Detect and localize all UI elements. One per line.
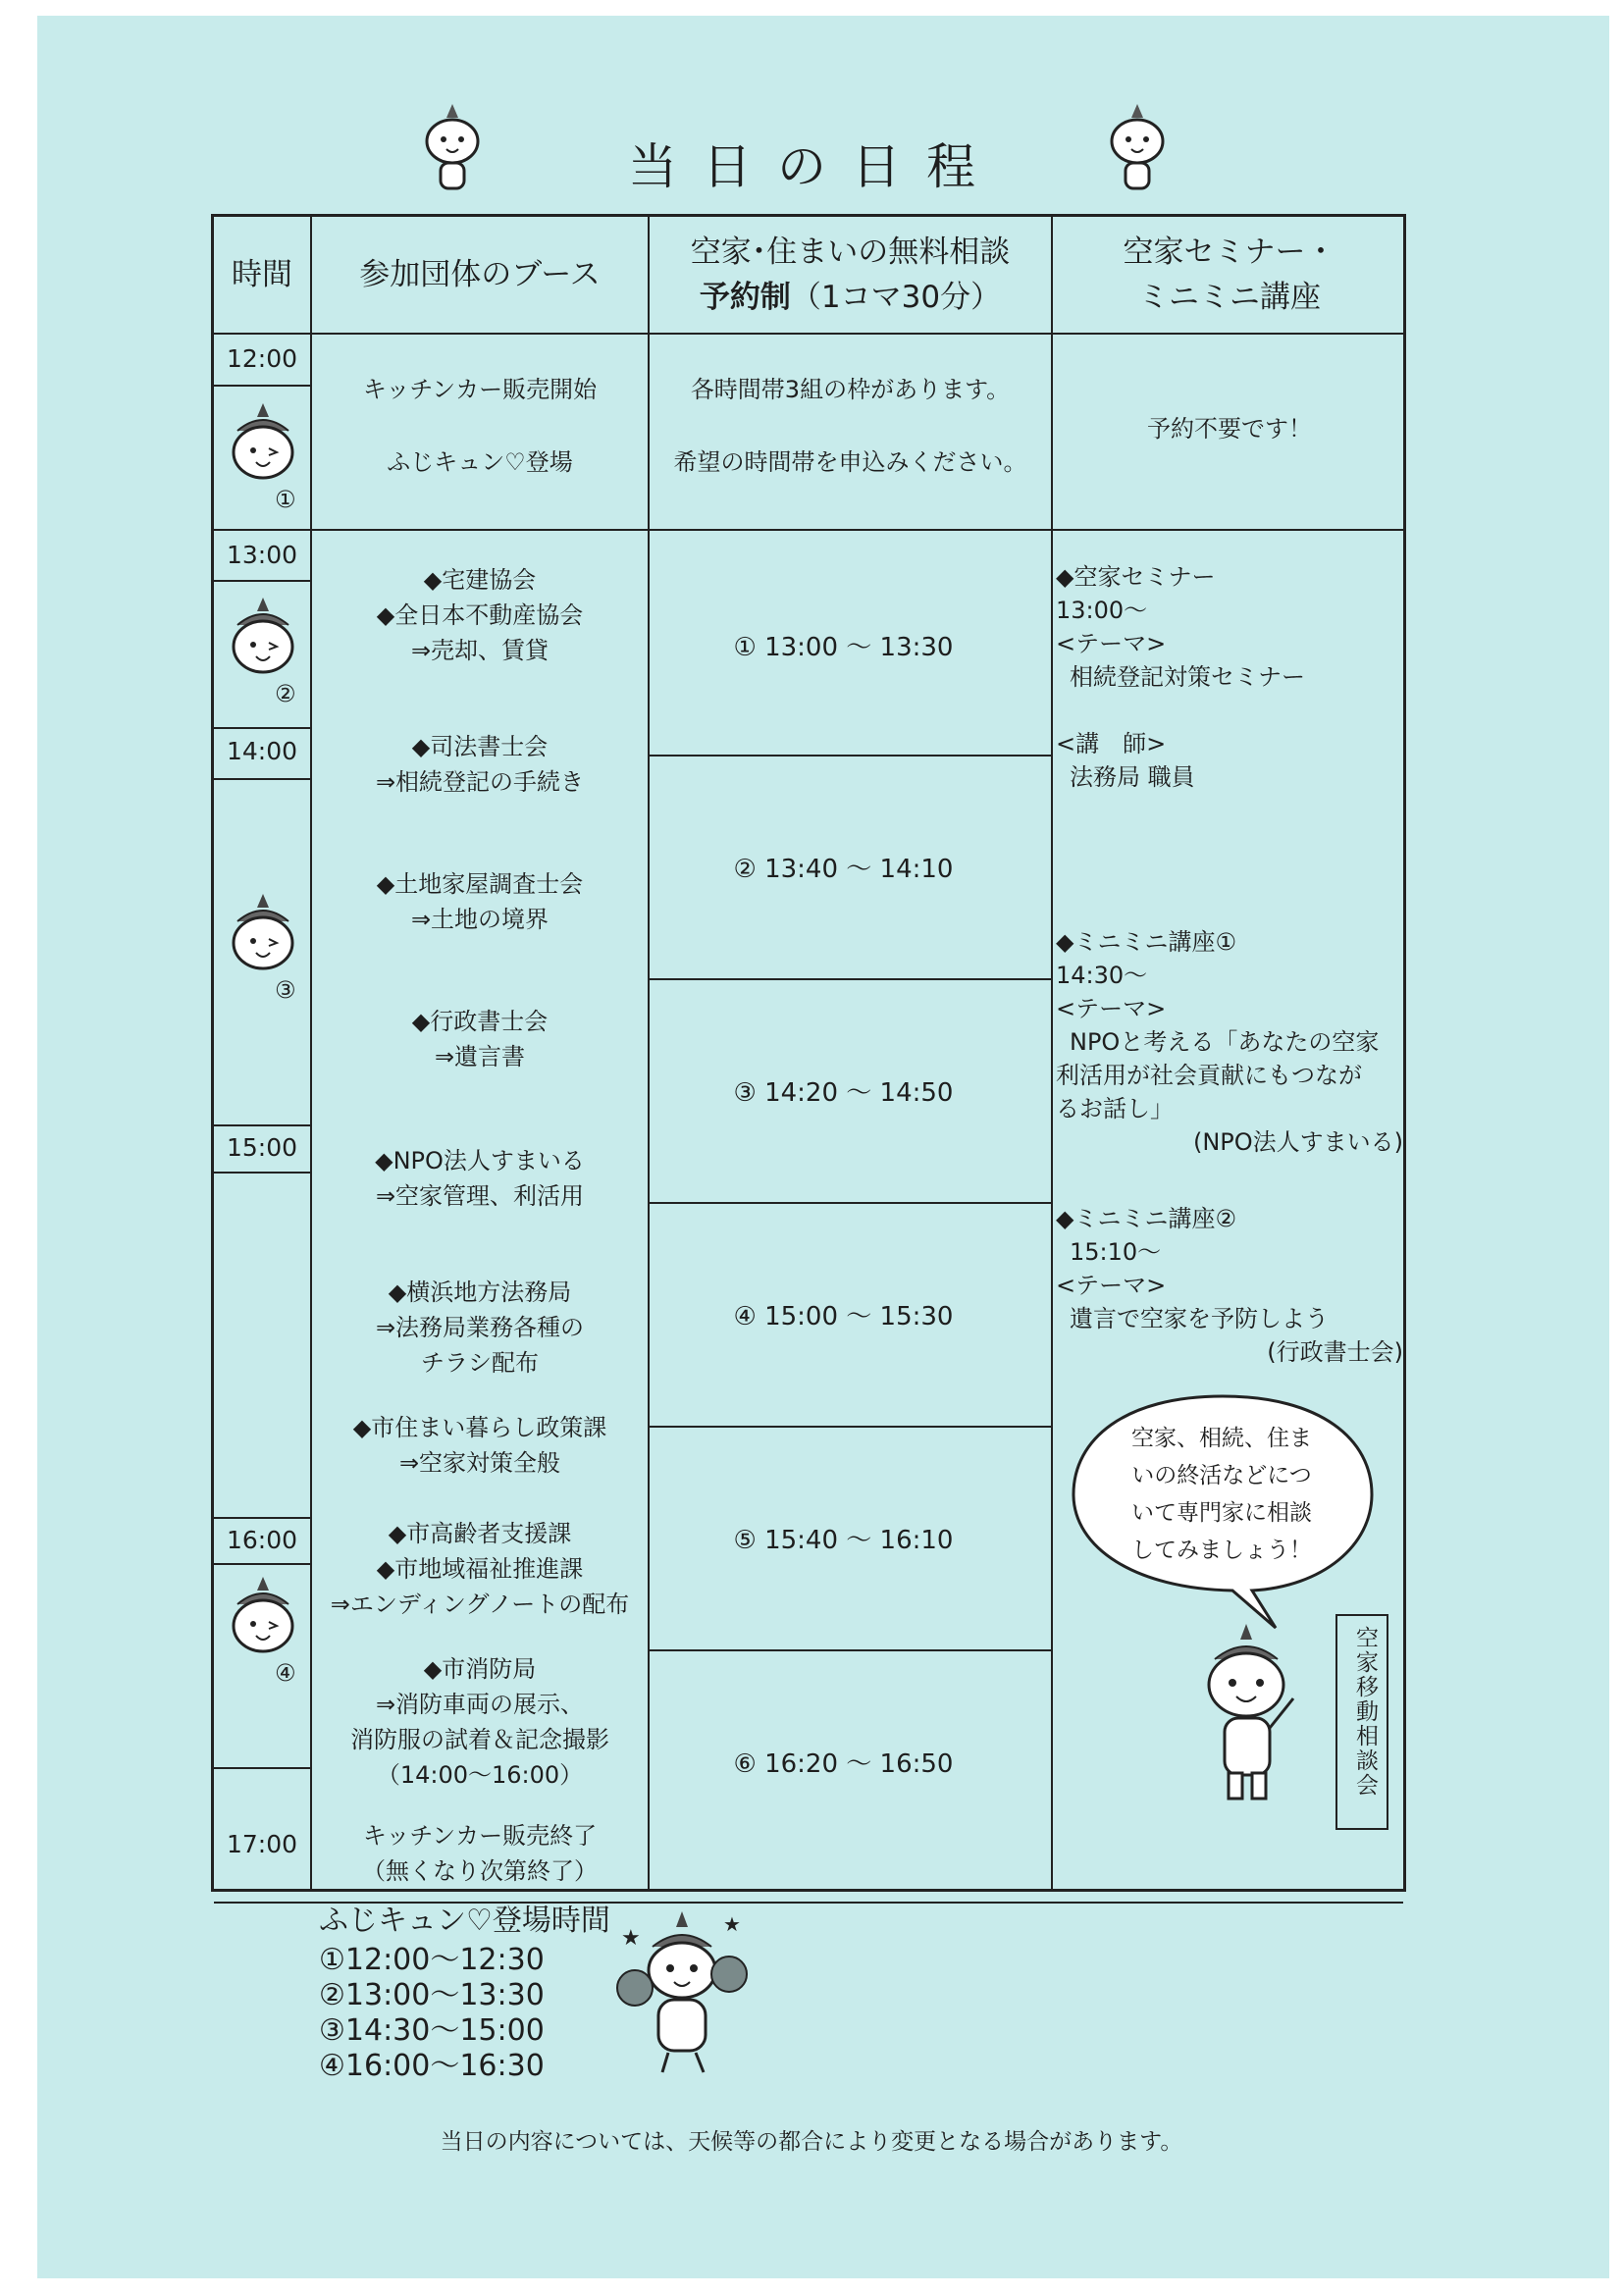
page-title: 当日の日程 <box>628 138 1001 195</box>
fujikyun-heading: ふじキュン♡登場時間 <box>319 1904 610 1938</box>
bubble-text: 空家、相続、住ま いの終活などにつ いて専門家に相談 してみましょう！ <box>1131 1426 1312 1563</box>
cheering-mascot-icon <box>613 1905 751 2080</box>
mascot-icon <box>417 100 488 198</box>
time-label: 13:00 <box>226 541 298 569</box>
schedule-table <box>211 214 1406 1892</box>
mascot-with-sign-icon <box>1195 1620 1303 1806</box>
seminar-block: ◆空家セミナー 13:00～ <テーマ> 相続登記対策セミナー <講 師> 法務局 職員 <box>1056 563 1305 791</box>
booth-entry: ◆市高齢者支援課 ◆市地域福祉推進課 ⇒エンディングノートの配布 <box>330 1520 630 1618</box>
mascot-mark: ② <box>275 680 296 707</box>
mini-lecture-2: ◆ミニミニ講座② 15:10～ <テーマ> 遺言で空家を予防しよう (行政書士会) <box>1056 1205 1403 1366</box>
booth-entry: ◆NPO法人すまいる ⇒空家管理、利活用 <box>375 1147 585 1210</box>
no-reservation-note: 予約不要です！ <box>1147 415 1312 443</box>
time-label: 12:00 <box>226 344 298 373</box>
mascot-face-icon <box>226 1575 300 1691</box>
fujikyun-time: ②13:00～13:30 <box>319 1978 545 2012</box>
footer-note: 当日の内容については、天候等の都合により変更となる場合があります。 <box>440 2129 1183 2155</box>
consult-note: 各時間帯3組の枠があります。 <box>690 376 1011 403</box>
mascot-mark: ① <box>275 486 296 513</box>
booth-entry: ◆市消防局 ⇒消防車両の展示、 消防服の試着＆記念撮影 （14:00～16:00） <box>350 1655 609 1789</box>
consult-slot: ④ 15:00 ～ 15:30 <box>733 1302 954 1331</box>
booth-entry: ◆司法書士会 ⇒相続登記の手続き <box>375 733 585 796</box>
mascot-icon <box>1102 100 1173 198</box>
booth-entry: キッチンカー販売開始 <box>362 376 598 403</box>
header-time: 時間 <box>232 257 292 292</box>
booth-entry: キッチンカー販売終了 （無くなり次第終了） <box>362 1822 598 1885</box>
time-label: 14:00 <box>226 737 298 765</box>
consult-slot: ③ 14:20 ～ 14:50 <box>733 1078 954 1108</box>
consult-note: 希望の時間帯を申込みください。 <box>673 448 1027 476</box>
booth-entry: ◆行政書士会 ⇒遺言書 <box>411 1008 549 1070</box>
consult-slot: ① 13:00 ～ 13:30 <box>733 633 954 662</box>
booth-entry: ふじキュン♡登場 <box>387 448 573 476</box>
mascot-mark: ③ <box>275 976 296 1004</box>
mascot-mark: ④ <box>275 1659 296 1687</box>
consult-sign: 空家移動相談会 <box>1335 1614 1388 1830</box>
time-label: 17:00 <box>226 1830 298 1858</box>
mascot-face-icon <box>226 892 300 1008</box>
fujikyun-time: ①12:00～12:30 <box>319 1943 545 1977</box>
reservation-required: 予約制 <box>699 280 791 315</box>
svg-text:★: ★ <box>621 1926 641 1951</box>
consult-slot: ⑤ 15:40 ～ 16:10 <box>733 1526 954 1555</box>
mascot-face-icon <box>226 401 300 517</box>
header-consult: 空家･住まいの無料相談 予約制（1コマ30分） <box>690 235 1011 315</box>
mini-lecture-1: ◆ミニミニ講座① 14:30～ <テーマ> NPOと考える「あなたの空家 利活用が社会貢献にもつなが るお話し」 (NPO法人すまいる) <box>1056 928 1403 1156</box>
fujikyun-time: ③14:30～15:00 <box>319 2013 545 2048</box>
header-booth: 参加団体のブース <box>359 257 601 292</box>
consult-slot: ② 13:40 ～ 14:10 <box>733 855 954 884</box>
fujikyun-time: ④16:00～16:30 <box>319 2049 545 2083</box>
time-label: 15:00 <box>226 1133 298 1162</box>
booth-entry: ◆土地家屋調査士会 ⇒土地の境界 <box>376 870 584 933</box>
booth-entry: ◆横浜地方法務局 ⇒法務局業務各種の チラシ配布 <box>375 1278 585 1377</box>
svg-text:★: ★ <box>723 1912 741 1936</box>
mascot-face-icon <box>226 596 300 711</box>
booth-entry: ◆宅建協会 ◆全日本不動産協会 ⇒売却、賃貸 <box>376 566 584 664</box>
booth-entry: ◆市住まい暮らし政策課 ⇒空家対策全般 <box>352 1414 607 1477</box>
time-label: 16:00 <box>226 1526 298 1554</box>
consult-slot: ⑥ 16:20 ～ 16:50 <box>733 1749 954 1779</box>
header-seminar: 空家セミナー・ ミニミニ講座 <box>1123 235 1336 315</box>
